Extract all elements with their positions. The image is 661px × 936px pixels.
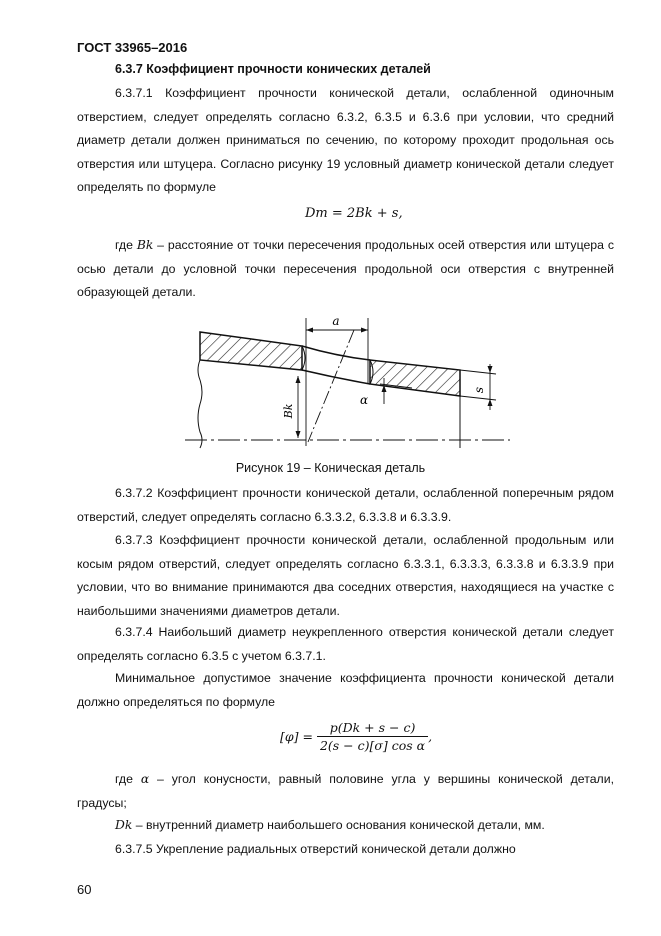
conical-part-figure <box>180 308 520 458</box>
dk-symbol: Dk <box>115 818 133 832</box>
paragraph-min-phi: Минимальное допустимое значение коэффициента прочности конической детали должно определяться по формуле <box>77 671 614 709</box>
paragraph-dk-definition <box>77 814 614 838</box>
alpha-definition-text: – угол конусности, равный половине угла у вершины конической детали, градусы; <box>77 772 614 810</box>
label-s: s <box>472 386 486 394</box>
formula-phi-fraction <box>317 720 428 753</box>
left-wall-section <box>200 332 302 370</box>
formula-phi-lhs: [φ] = <box>280 729 313 744</box>
paragraph-bk-definition <box>77 234 614 305</box>
standard-header: ГОСТ 33965–2016 <box>77 40 188 55</box>
paragraph-6-3-7-4: 6.3.7.4 Наибольший диаметр неукрепленного отверстия конической детали следует определять согласно 6.3.5 с учетом 6.3.7.1. <box>77 625 614 663</box>
section-title: 6.3.7 Коэффициент прочности конических деталей <box>115 62 431 76</box>
label-a: a <box>332 314 340 328</box>
paragraph-6-3-7-2: 6.3.7.2 Коэффициент прочности конической детали, ослабленной поперечным рядом отверстий, следует определять согласно 6.3.3.2, 6.3.3.8 и 6.3.3.9. <box>77 486 614 524</box>
formula-phi <box>280 720 432 753</box>
formula-phi-denominator: 2(s − c)[σ] cos α <box>319 738 426 753</box>
label-alpha: α <box>360 393 369 407</box>
label-bk: Bk <box>282 403 295 419</box>
bk-symbol: Bk <box>136 238 154 252</box>
paragraph-6-3-7-3: 6.3.7.3 Коэффициент прочности конической детали, ослабленной продольным или косым рядом отверстий, следует определять согласно 6.3.3.1, 6.3.3.3, 6.3.3.8 и 6.3.3.9 при условии, что во внимание принимаются два соседних отверстия, находящиеся на участке с наибольшими значениями диаметров детали. <box>77 533 614 618</box>
formula-phi-numerator: p(Dk + s − c) <box>317 720 428 737</box>
dk-definition-text: – внутренний диаметр наибольшего основания конической детали, мм. <box>132 818 545 832</box>
alpha-symbol: α <box>140 772 150 786</box>
paragraph-6-3-7-5: 6.3.7.5 Укрепление радиальных отверстий конической детали должно <box>115 842 516 856</box>
paragraph-alpha-definition <box>77 768 614 815</box>
formula-phi-end: , <box>428 729 433 744</box>
where-prefix-2: где <box>115 772 141 786</box>
where-prefix: где <box>115 238 137 252</box>
bk-definition-text: – расстояние от точки пересечения продольных осей отверстия или штуцера с осью детали до условной точки пересечения продольной оси отверстия с внутренней образующей детали. <box>77 238 614 299</box>
page-number: 60 <box>77 882 92 897</box>
figure-caption: Рисунок 19 – Коническая деталь <box>235 461 426 475</box>
formula-dm: Dm = 2Bk + s, <box>305 206 403 221</box>
paragraph-6-3-7-1: 6.3.7.1 Коэффициент прочности конической детали, ослабленной одиночным отверстием, следует определять согласно 6.3.2, 6.3.5 и 6.3.6 при условии, что средний диаметр детали должен приниматься по сечению, по которому проходит продольная ось отверстия или штуцера. Согласно рисунку 19 условный диаметр конической детали следует определять по формуле <box>77 86 614 194</box>
